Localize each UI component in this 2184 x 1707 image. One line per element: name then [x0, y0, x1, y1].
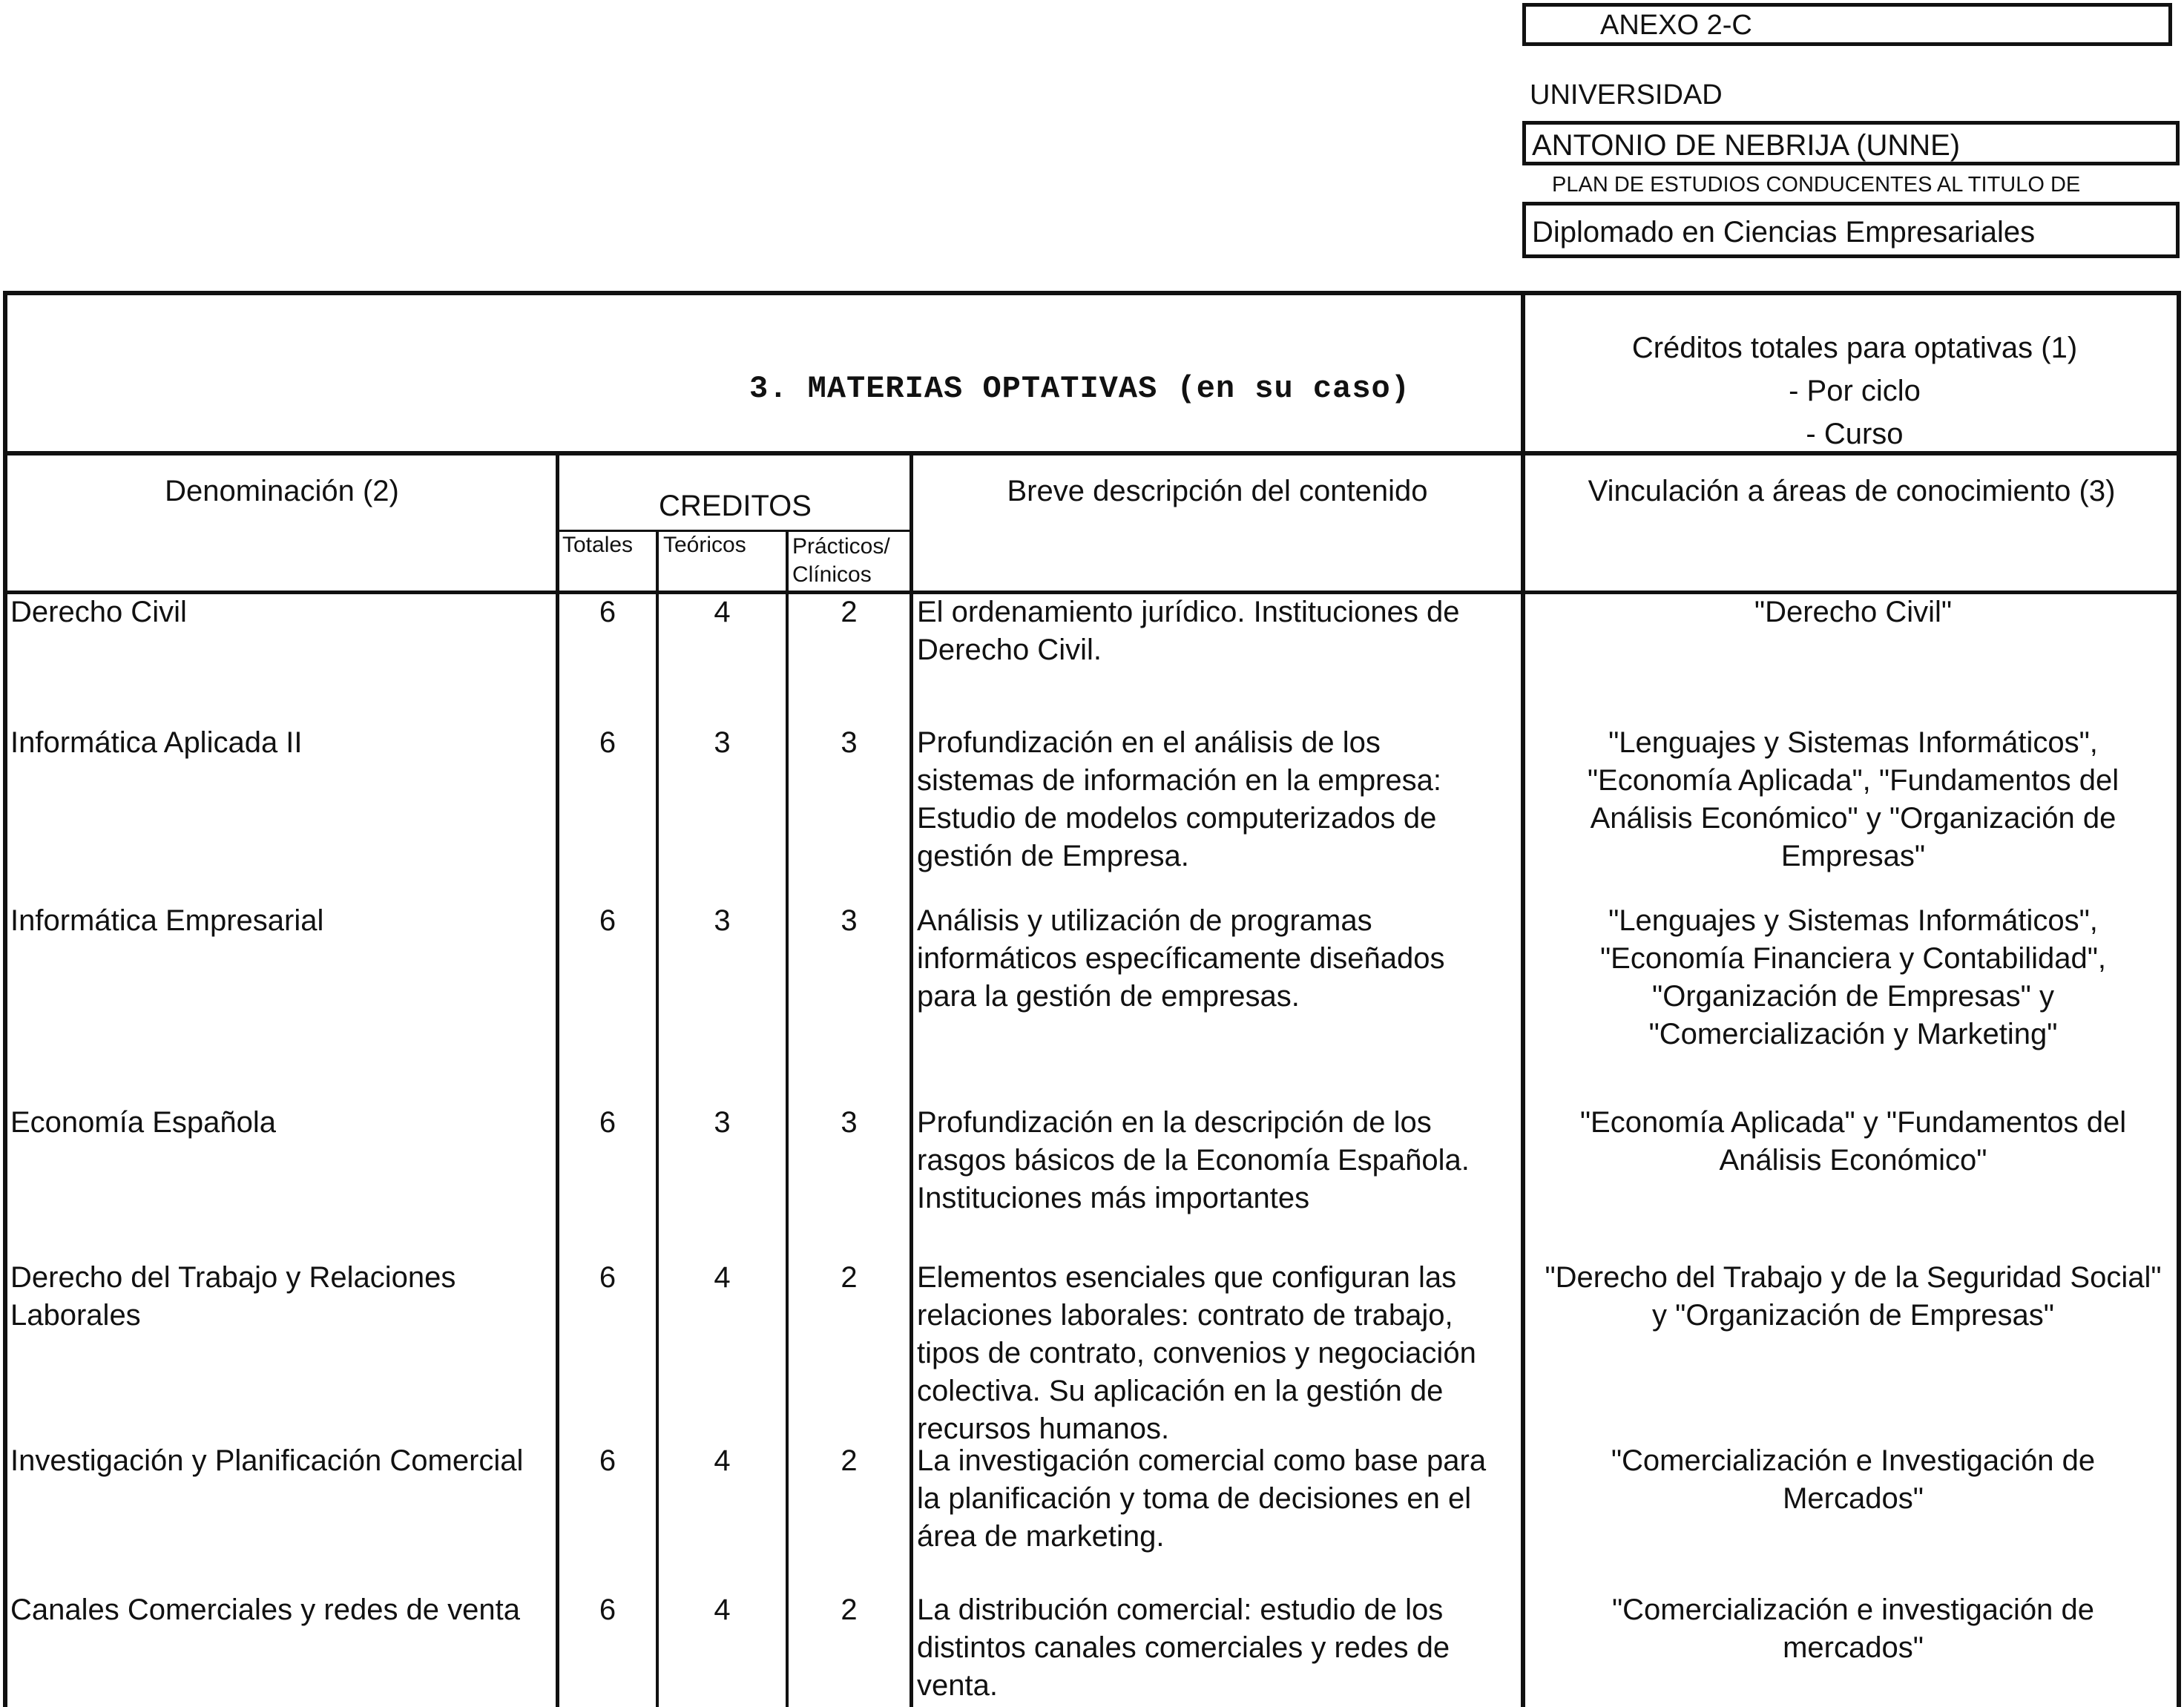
row-denominacion-line: Informática Aplicada II: [10, 726, 303, 759]
row-descripcion-line: Profundización en el análisis de los: [917, 726, 1381, 759]
row-vinculacion-line: "Economía Aplicada", "Fundamentos del: [1587, 764, 2119, 797]
row-totales: [559, 1442, 656, 1480]
creditos-totales-line: Créditos totales para optativas (1): [1631, 332, 2078, 364]
row-vinculacion-line: "Organización de Empresas" y: [1652, 980, 2054, 1013]
section-title: 3. MATERIAS OPTATIVAS (en su caso): [749, 371, 1410, 407]
row-descripcion: [917, 724, 1519, 875]
row-teoricos: [659, 1104, 786, 1142]
row-denominacion-line: Informática Empresarial: [10, 904, 324, 937]
row-descripcion-line: venta.: [917, 1669, 998, 1702]
row-vinculacion-line: "Derecho del Trabajo y de la Seguridad Social": [1545, 1261, 2162, 1294]
row-teoricos: [659, 1442, 786, 1480]
row-descripcion-line: informáticos específicamente diseñados: [917, 942, 1445, 975]
row-vinculacion: [1525, 593, 2181, 631]
row-descripcion-line: Estudio de modelos computerizados de: [917, 802, 1437, 835]
row-totales: [559, 1104, 656, 1142]
row-vinculacion-line: y "Organización de Empresas": [1652, 1299, 2054, 1332]
row-denominacion-line: Investigación y Planificación Comercial: [10, 1444, 524, 1477]
row-denominacion-line: Economía Española: [10, 1106, 277, 1139]
anexo-label: ANEXO 2-C: [1600, 10, 1752, 41]
header-practicos: Prácticos/ Clínicos: [792, 534, 890, 587]
creditos-totales-line: - Por ciclo: [1789, 375, 1921, 407]
row-practicos: [789, 593, 910, 631]
row-descripcion-line: colectiva. Su aplicación en la gestión de: [917, 1375, 1444, 1407]
header-denominacion: Denominación (2): [165, 475, 399, 507]
creditos-totales-line: - Curso: [1806, 418, 1904, 450]
row-vinculacion-line: Análisis Económico" y "Organización de: [1590, 802, 2116, 835]
row-descripcion-line: rasgos básicos de la Economía Española.: [917, 1144, 1470, 1177]
row-vinculacion-line: "Economía Financiera y Contabilidad",: [1599, 942, 2107, 975]
col-divider-denominacion: [556, 451, 559, 1707]
creditos-subheader-divider: [558, 530, 912, 532]
row-practicos-line: 3: [841, 904, 858, 937]
row-totales: [559, 1591, 656, 1629]
row-denominacion-line: Derecho del Trabajo y Relaciones: [10, 1261, 456, 1294]
row-teoricos-line: 4: [714, 1593, 731, 1626]
header-totales: Totales: [562, 533, 634, 557]
row-vinculacion-line: "Economía Aplicada" y "Fundamentos del: [1579, 1106, 2127, 1139]
row-vinculacion: [1525, 1104, 2181, 1180]
row-denominacion-line: Laborales: [10, 1299, 141, 1332]
row-practicos: [789, 724, 910, 762]
row-vinculacion-line: Mercados": [1783, 1482, 1924, 1515]
titulo-box: [1522, 202, 2180, 258]
row-totales: [559, 902, 656, 940]
row-descripcion-line: El ordenamiento jurídico. Instituciones de: [917, 596, 1460, 628]
row-vinculacion-line: Análisis Económico": [1719, 1144, 1987, 1177]
universidad-name: ANTONIO DE NEBRIJA (UNNE): [1532, 129, 1961, 162]
row-teoricos: [659, 1591, 786, 1629]
row-descripcion-line: La investigación comercial como base para: [917, 1444, 1487, 1477]
row-totales-line: 6: [599, 1593, 616, 1626]
row-descripcion-line: tipos de contrato, convenios y negociación: [917, 1337, 1476, 1369]
header-teoricos: Teóricos: [663, 533, 746, 557]
row-totales: [559, 1259, 656, 1297]
row-totales-line: 6: [599, 596, 616, 628]
row-denominacion: [10, 902, 555, 940]
row-practicos: [789, 1259, 910, 1297]
row-descripcion: [917, 1104, 1519, 1217]
universidad-box: [1522, 121, 2180, 165]
header-descripcion: Breve descripción del contenido: [1007, 475, 1428, 507]
row-teoricos: [659, 1259, 786, 1297]
row-vinculacion-line: "Lenguajes y Sistemas Informáticos",: [1608, 726, 2098, 759]
row-teoricos: [659, 724, 786, 762]
row-descripcion-line: distintos canales comerciales y redes de: [917, 1631, 1450, 1664]
row-practicos: [789, 1104, 910, 1142]
row-practicos-line: 3: [841, 726, 858, 759]
row-descripcion-line: gestión de Empresa.: [917, 840, 1189, 872]
row-descripcion-line: Profundización en la descripción de los: [917, 1106, 1432, 1139]
row-practicos-line: 3: [841, 1106, 858, 1139]
row-vinculacion: [1525, 1442, 2181, 1518]
row-descripcion-line: Instituciones más importantes: [917, 1182, 1310, 1214]
col-divider-practicos: [910, 451, 913, 1707]
row-vinculacion: [1525, 1259, 2181, 1335]
row-vinculacion: [1525, 902, 2181, 1053]
creditos-totales-note: [1528, 326, 2181, 455]
row-vinculacion-line: Empresas": [1780, 840, 1926, 872]
row-descripcion-line: recursos humanos.: [917, 1412, 1170, 1445]
row-totales: [559, 724, 656, 762]
row-vinculacion-line: "Derecho Civil": [1754, 596, 1953, 628]
row-vinculacion-line: "Comercialización y Marketing": [1648, 1018, 2058, 1050]
row-teoricos-line: 3: [714, 904, 731, 937]
row-descripcion: [917, 1259, 1519, 1448]
row-descripcion: [917, 593, 1519, 669]
row-denominacion: [10, 1442, 555, 1480]
row-descripcion-line: Elementos esenciales que configuran las: [917, 1261, 1457, 1294]
row-descripcion-line: sistemas de información en la empresa:: [917, 764, 1441, 797]
row-teoricos: [659, 902, 786, 940]
row-teoricos-line: 3: [714, 726, 731, 759]
plan-label: PLAN DE ESTUDIOS CONDUCENTES AL TITULO DE: [1552, 173, 2081, 197]
row-denominacion: [10, 1259, 555, 1335]
row-denominacion-line: Canales Comerciales y redes de venta: [10, 1593, 521, 1626]
row-vinculacion: [1525, 724, 2181, 875]
row-vinculacion-line: "Comercialización e Investigación de: [1611, 1444, 2096, 1477]
row-vinculacion-line: "Comercialización e investigación de: [1611, 1593, 2095, 1626]
row-teoricos-line: 4: [714, 1444, 731, 1477]
row-denominacion: [10, 593, 555, 631]
row-denominacion: [10, 724, 555, 762]
row-denominacion-line: Derecho Civil: [10, 596, 187, 628]
header-vinculacion: Vinculación a áreas de conocimiento (3): [1588, 475, 2116, 507]
row-descripcion-line: la planificación y toma de decisiones en el: [917, 1482, 1472, 1515]
row-descripcion: [917, 1442, 1519, 1556]
row-denominacion: [10, 1104, 555, 1142]
row-practicos-line: 2: [841, 1444, 858, 1477]
row-practicos: [789, 1442, 910, 1480]
row-practicos-line: 2: [841, 1261, 858, 1294]
row-vinculacion-line: mercados": [1783, 1631, 1924, 1664]
row-descripcion-line: área de marketing.: [917, 1520, 1165, 1553]
row-practicos: [789, 902, 910, 940]
row-practicos-line: 2: [841, 596, 858, 628]
row-descripcion-line: relaciones laborales: contrato de trabajo,: [917, 1299, 1453, 1332]
row-totales-line: 6: [599, 726, 616, 759]
row-descripcion-line: Derecho Civil.: [917, 634, 1102, 666]
row-descripcion-line: Análisis y utilización de programas: [917, 904, 1372, 937]
row-vinculacion: [1525, 1591, 2181, 1667]
row-denominacion: [10, 1591, 555, 1629]
anexo-box: [1522, 3, 2172, 46]
row-practicos-line: 2: [841, 1593, 858, 1626]
row-totales-line: 6: [599, 1261, 616, 1294]
universidad-label: UNIVERSIDAD: [1530, 79, 1723, 111]
row-teoricos-line: 3: [714, 1106, 731, 1139]
row-descripcion: [917, 902, 1519, 1016]
row-descripcion-line: La distribución comercial: estudio de los: [917, 1593, 1444, 1626]
row-totales: [559, 593, 656, 631]
row-teoricos-line: 4: [714, 1261, 731, 1294]
row-practicos: [789, 1591, 910, 1629]
row-totales-line: 6: [599, 904, 616, 937]
row-descripcion: [917, 1591, 1519, 1705]
row-teoricos-line: 4: [714, 596, 731, 628]
header-creditos: CREDITOS: [659, 490, 812, 522]
row-descripcion-line: para la gestión de empresas.: [917, 980, 1300, 1013]
titulo-name: Diplomado en Ciencias Empresariales: [1532, 216, 2036, 249]
row-totales-line: 6: [599, 1106, 616, 1139]
row-totales-line: 6: [599, 1444, 616, 1477]
row-teoricos: [659, 593, 786, 631]
row-vinculacion-line: "Lenguajes y Sistemas Informáticos",: [1608, 904, 2098, 937]
